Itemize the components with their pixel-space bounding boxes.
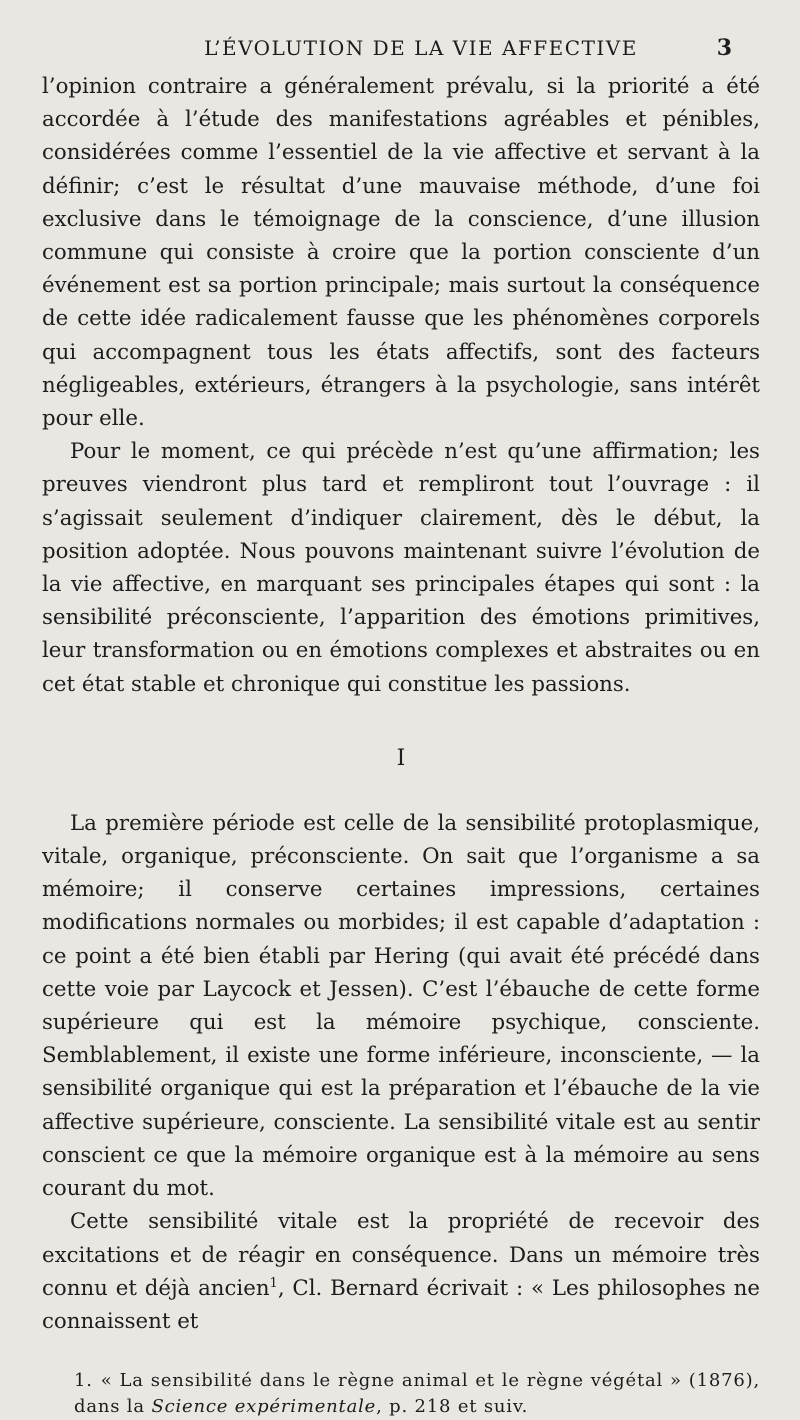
section-heading: I: [396, 745, 406, 771]
paragraph: La première période est celle de la sensibilité protoplasmique, vitale, organique, préconsciente. On sait que l’organisme a sa mémoire; il conserve certaines impressions, certaines modifications normales ou morbides; il est capable d’adaptation : ce point a été bien établi par Hering (qui avait été précédé dans cette voie par Laycock et Jessen). C’est l’ébauche de cette forme supérieure qui est la mémoire psychique, consciente. Semblablement, il existe une forme inférieure, inconsciente, — la sensibilité organique qui est la préparation et l’ébauche de la vie affective supérieure, consciente. La sensibilité vitale est au sentir conscient ce que la mémoire organique est à la mémoire au sens courant du mot.: [42, 810, 760, 1202]
paragraph-last: [42, 1205, 760, 1338]
footnote-text-end: , p. 218 et suiv.: [376, 1396, 529, 1418]
footnote-italic-title: Science expérimentale: [151, 1396, 377, 1418]
running-head: [42, 36, 760, 70]
paragraph: Pour le moment, ce qui précède n’est qu’une affirmation; les preuves viendront plus tard et rempliront tout l’ouvrage : il s’agissait seulement d’indiquer clairement, dès le début, la position adoptée. Nous pouvons maintenant suivre l’évolution de la vie affective, en marquant ses principales étapes qui sont : la sensibilité préconsciente, l’apparition des émotions primitives, leur transformation ou en émotions complexes et abstraites ou en cet état stable et chronique qui constitue les passions.: [42, 439, 760, 697]
footnote: [42, 1368, 760, 1420]
footnote-number: 1.: [74, 1370, 93, 1392]
paragraph-text: Cette sensibilité vitale est la propriété de recevoir des excitations et de réagir en conséquence. Dans un mémoire très connu et déjà ancien: [42, 1209, 760, 1301]
footnote-spacer: [42, 1338, 760, 1368]
paragraph-continuation: l’opinion contraire a généralement prévalu, si la priorité a été accordée à l’étude des manifestations agréables et pénibles, considérées comme l’essentiel de la vie affective et servant à la définir; c’est le résultat d’une mauvaise méthode, d’une foi exclusive dans le témoignage de la conscience, d’une illusion commune qui consiste à croire que la portion consciente d’un événement est sa portion principale; mais surtout la conséquence de cette idée radicalement fausse que les phénomènes corporels qui accompagnent tous les états affectifs, sont des facteurs négligeables, extérieurs, étrangers à la psychologie, sans intérêt pour elle.: [42, 74, 760, 432]
paragraph-text: , Cl. Bernard écrivait : « Les philosophes ne connaissent et: [42, 1275, 760, 1334]
body-text: [42, 70, 760, 1338]
running-title: L’ÉVOLUTION DE LA VIE AFFECTIVE: [204, 36, 638, 60]
footnote-text: « La sensibilité dans le règne animal et le règne végétal » (1876), dans la: [74, 1370, 760, 1418]
footnote-reference[interactable]: 1: [269, 1275, 278, 1291]
page-number: 3: [716, 35, 732, 61]
